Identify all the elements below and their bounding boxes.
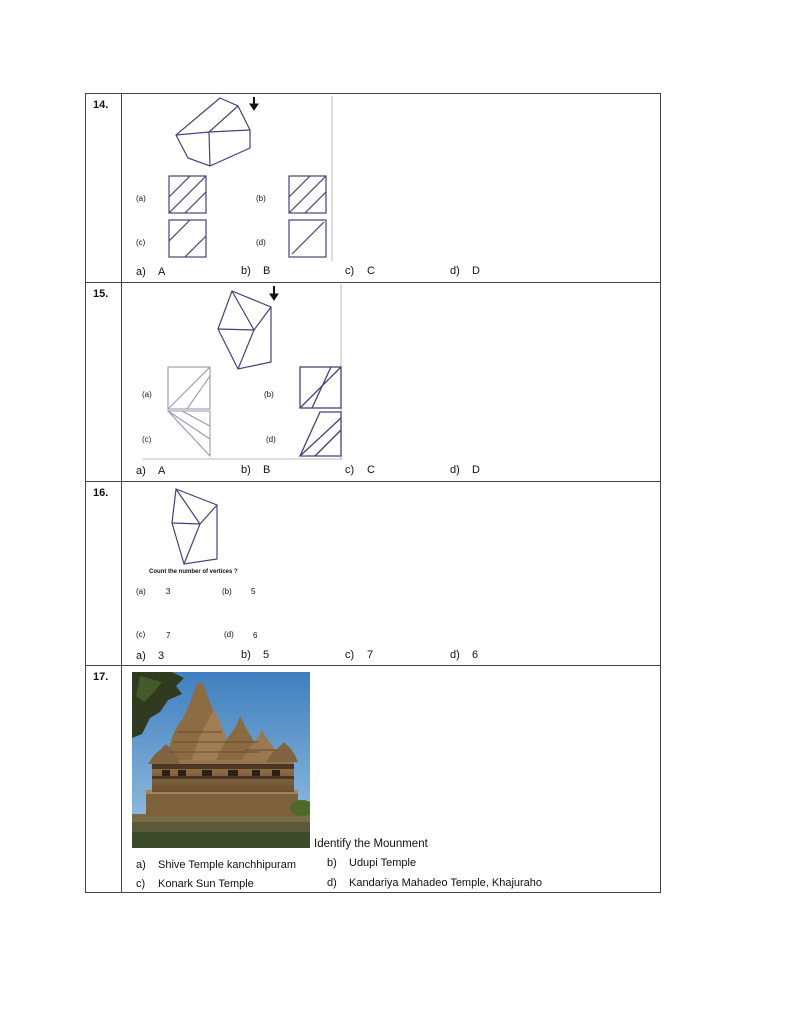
question-row-17	[86, 665, 660, 892]
question-15-figure	[132, 284, 342, 460]
figure-value-b: 5	[251, 587, 256, 596]
option-c[interactable]	[345, 265, 375, 277]
option-key: d)	[450, 649, 460, 661]
option-a[interactable]	[136, 859, 296, 871]
figure-label-d: (d)	[256, 238, 266, 247]
option-c[interactable]	[345, 649, 373, 661]
figure-label-c: (c)	[136, 238, 146, 247]
option-text: Kandariya Mahadeo Temple, Khajuraho	[349, 877, 543, 889]
option-text: 6	[472, 649, 479, 661]
option-text: A	[158, 266, 166, 278]
figure-label-c: (c)	[142, 435, 152, 444]
option-d[interactable]	[327, 877, 542, 889]
question-body	[122, 283, 660, 481]
temple-illustration	[132, 672, 310, 848]
option-d[interactable]	[450, 649, 478, 661]
option-key: b)	[241, 464, 251, 476]
option-a[interactable]	[136, 266, 165, 278]
question-body	[122, 666, 660, 892]
figure-label-b: (b)	[256, 194, 266, 203]
option-key: b)	[327, 857, 337, 869]
option-text: A	[158, 465, 166, 477]
question-14-figure	[132, 96, 337, 261]
option-text: 3	[158, 650, 165, 662]
option-text: Shive Temple kanchhipuram	[158, 859, 296, 871]
option-c[interactable]	[345, 464, 375, 476]
option-key: a)	[136, 859, 146, 871]
option-key: a)	[136, 465, 146, 477]
option-key: c)	[345, 265, 355, 277]
option-text: C	[367, 464, 375, 476]
question-body	[122, 94, 660, 282]
figure-label-d: (d)	[266, 435, 276, 444]
option-key: a)	[136, 266, 146, 278]
option-text: D	[472, 464, 480, 476]
option-key: d)	[450, 265, 460, 277]
figure-label-d: (d)	[224, 630, 234, 639]
option-b[interactable]	[327, 857, 416, 869]
figure-value-c: 7	[166, 631, 171, 640]
option-text: D	[472, 265, 480, 277]
figure-label-a: (a)	[136, 194, 146, 203]
figure-label-a: (a)	[136, 587, 146, 596]
question-number: 15.	[86, 283, 122, 481]
question-prompt: Identify the Mounment	[314, 838, 428, 850]
figure-label-b: (b)	[264, 390, 274, 399]
figure-label-c: (c)	[136, 630, 146, 639]
option-text: C	[367, 265, 375, 277]
option-key: c)	[345, 649, 355, 661]
option-text: Udupi Temple	[349, 857, 417, 869]
option-b[interactable]	[241, 265, 270, 277]
question-number: 16.	[86, 482, 122, 665]
question-row-14	[86, 94, 660, 282]
question-number: 17.	[86, 666, 122, 892]
option-key: d)	[327, 877, 337, 889]
option-key: b)	[241, 649, 251, 661]
option-key: a)	[136, 650, 146, 662]
option-key: d)	[450, 464, 460, 476]
option-b[interactable]	[241, 464, 270, 476]
question-16-figure	[170, 486, 234, 566]
figure-label-b: (b)	[222, 587, 232, 596]
option-a[interactable]	[136, 650, 164, 662]
option-c[interactable]	[136, 878, 254, 890]
option-key: b)	[241, 265, 251, 277]
option-a[interactable]	[136, 465, 165, 477]
question-row-16	[86, 481, 660, 665]
option-text: Konark Sun Temple	[158, 878, 254, 890]
temple-photo	[132, 672, 310, 848]
question-body	[122, 482, 660, 665]
option-d[interactable]	[450, 464, 480, 476]
question-row-15	[86, 282, 660, 481]
question-table	[85, 93, 661, 893]
option-key: c)	[136, 878, 146, 890]
option-key: c)	[345, 464, 355, 476]
figure-value-d: 6	[253, 631, 258, 640]
option-d[interactable]	[450, 265, 480, 277]
figure-value-a: 3	[166, 587, 171, 596]
figure-label-a: (a)	[142, 390, 152, 399]
figure-caption: Count the number of vertices ?	[149, 569, 238, 575]
option-text: 5	[263, 649, 270, 661]
option-text: B	[263, 464, 271, 476]
option-text: 7	[367, 649, 374, 661]
question-number: 14.	[86, 94, 122, 282]
option-b[interactable]	[241, 649, 269, 661]
option-text: B	[263, 265, 271, 277]
